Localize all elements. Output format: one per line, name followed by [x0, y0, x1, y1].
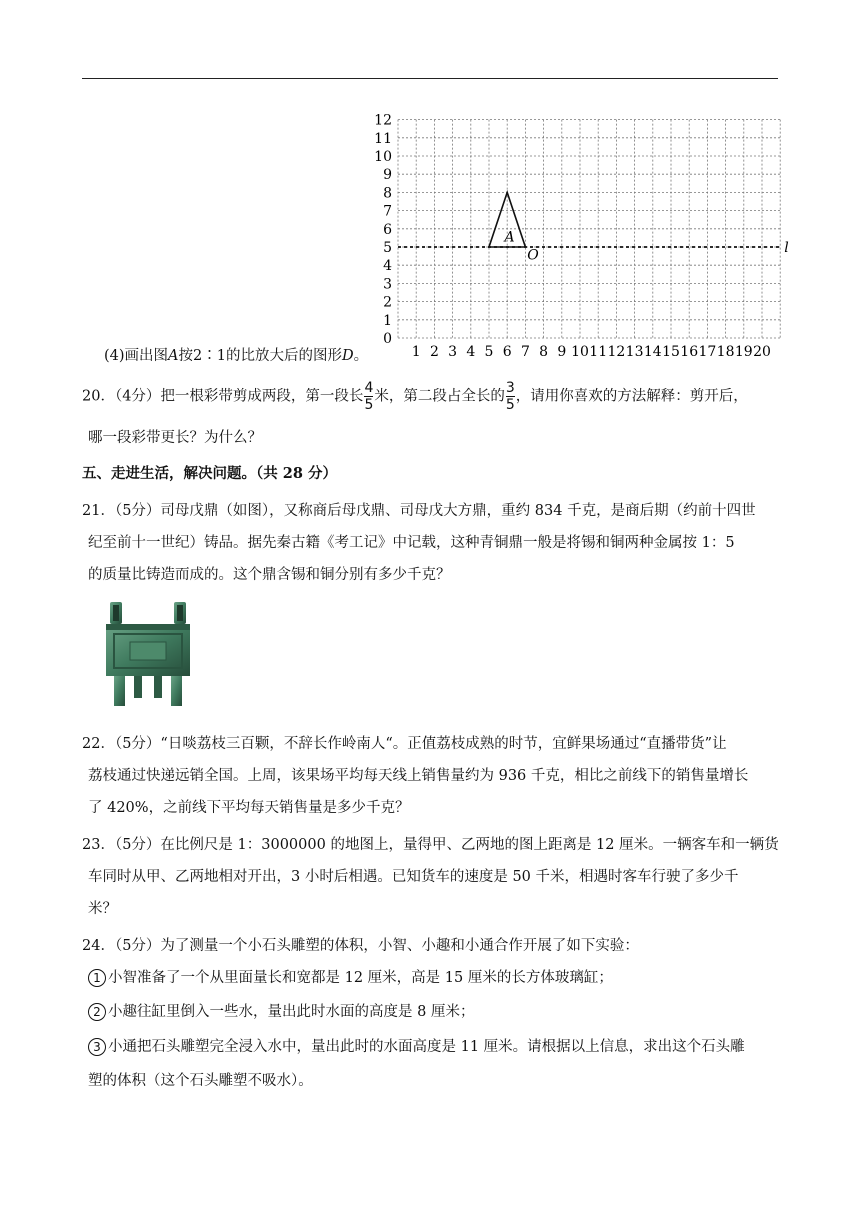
q20-line1	[82, 381, 748, 412]
q24-step2	[88, 1000, 474, 1021]
q24-line-last: 塑的体积（这个石头雕塑不吸水）。	[88, 1073, 313, 1089]
y-tick-label: 0	[383, 331, 392, 347]
circled-number-2: 2	[88, 1003, 106, 1021]
x-tick-label: 18	[716, 344, 735, 360]
q21-line3: 的质量比铸造而成的。这个鼎含锡和铜分别有多少千克？	[88, 567, 451, 583]
q19-part4	[104, 344, 368, 365]
q21-line2: 纪至前十一世纪）铸品。据先秦古籍《考工记》中记载，这种青铜鼎一般是将锡和铜两种金属按 1：5	[88, 535, 735, 551]
y-tick-label: 1	[383, 312, 392, 329]
q24-step1	[88, 966, 613, 987]
grid-svg	[366, 110, 789, 360]
y-tick-label: 5	[383, 240, 392, 256]
bronze-ding-image	[104, 598, 192, 708]
y-tick-label: 12	[374, 112, 392, 129]
x-tick-label: 1	[411, 344, 421, 360]
x-tick-label: 11	[589, 344, 608, 360]
circled-number-1: 1	[88, 969, 106, 987]
y-tick-label: 10	[374, 149, 392, 165]
frac-den: 5	[505, 397, 515, 413]
x-tick-label: 4	[466, 344, 476, 360]
q24-step1-text: 小智准备了一个从里面量长和宽都是 12 厘米，高是 15 厘米的长方体玻璃缸；	[108, 970, 613, 986]
q20-text-a: 20．（4分）把一根彩带剪成两段，第一段长	[82, 388, 364, 405]
q24-step3	[88, 1035, 745, 1056]
x-tick-label: 14	[643, 344, 662, 360]
q23-line1: 23．（5分）在比例尺是 1：3000000 的地图上，量得甲、乙两地的图上距离是 12 厘米。一辆客车和一辆货	[82, 837, 779, 853]
x-tick-label: 3	[448, 344, 458, 360]
q24-line1: 24．（5分）为了测量一个小石头雕塑的体积，小智、小趣和小通合作开展了如下实验：	[82, 938, 639, 954]
x-tick-label: 5	[484, 344, 494, 360]
x-tick-label: 20	[753, 344, 771, 360]
q20-fraction-second	[506, 381, 515, 412]
q20-text-c: ，请用你喜欢的方法解释：剪开后，	[515, 388, 748, 405]
frac-num: 4	[364, 380, 374, 396]
x-tick-label: 10	[571, 344, 589, 360]
q22-line1: 22．（5分）“日啖荔枝三百颗，不辞长作岭南人“。正值荔枝成熟的时节，宜鲜果场通过“直播带货”让	[82, 736, 727, 752]
triangle-a-label: A	[504, 229, 515, 246]
y-tick-label: 2	[383, 294, 392, 311]
x-tick-label: 19	[734, 344, 753, 360]
coordinate-grid-figure	[366, 110, 789, 364]
y-tick-label: 3	[383, 276, 392, 293]
q22-line3: 了 420%，之前线下平均每天销售量是多少千克？	[88, 800, 410, 816]
x-tick-label: 2	[429, 344, 439, 360]
line-l-label: l	[784, 240, 789, 256]
x-tick-label: 13	[625, 344, 644, 360]
x-tick-label: 16	[680, 344, 699, 360]
q23-line2: 车同时从甲、乙两地相对开出，3 小时后相遇。已知货车的速度是 50 千米，相遇时客车行驶了多少千	[88, 869, 739, 885]
q22-line2: 荔枝通过快递远销全国。上周，该果场平均每天线上销售量约为 936 千克，相比之前线下的销售量增长	[88, 768, 749, 784]
y-tick-label: 9	[383, 167, 392, 184]
q23-line3: 米？	[88, 901, 117, 917]
section-five-heading: 五、走进生活，解决问题。（共 28 分）	[82, 465, 338, 482]
q20-fraction-first	[364, 381, 373, 412]
x-tick-label: 9	[557, 344, 567, 360]
y-tick-label: 4	[383, 258, 392, 275]
x-tick-label: 17	[698, 344, 717, 360]
frac-num: 3	[505, 380, 515, 396]
q24-step2-text: 小趣往缸里倒入一些水，量出此时水面的高度是 8 厘米；	[108, 1004, 475, 1020]
circled-number-3: 3	[88, 1038, 106, 1056]
y-tick-label: 8	[383, 185, 392, 202]
x-tick-label: 8	[539, 344, 549, 360]
q19-part4-text: (4)画出图	[104, 348, 169, 364]
y-tick-label: 6	[383, 221, 392, 238]
x-tick-label: 15	[662, 344, 680, 360]
q19-shape-a: A	[168, 348, 179, 364]
q24-step3-text: 小通把石头雕塑完全浸入水中，量出此时的水面高度是 11 厘米。请根据以上信息，求出这个石头雕	[108, 1039, 745, 1055]
q19-part4-mid: 按2∶1的比放大后的图形	[178, 348, 342, 364]
header-rule	[82, 78, 778, 79]
q20-text-b: 米，第二段占全长的	[374, 388, 505, 405]
q20-line2: 哪一段彩带更长？为什么？	[88, 430, 262, 446]
q19-part4-end: 。	[353, 348, 369, 364]
frac-den: 5	[364, 397, 374, 413]
x-tick-label: 12	[607, 344, 626, 360]
x-tick-label: 7	[520, 344, 530, 360]
x-tick-label: 6	[502, 344, 512, 360]
point-o-label: O	[527, 247, 539, 264]
q21-line1: 21．（5分）司母戊鼎（如图），又称商后母戊鼎、司母戊大方鼎，重约 834 千克，是商后期（约前十四世	[82, 503, 756, 519]
y-tick-label: 7	[383, 203, 392, 220]
y-tick-label: 11	[374, 130, 392, 147]
q19-shape-d: D	[341, 348, 354, 364]
